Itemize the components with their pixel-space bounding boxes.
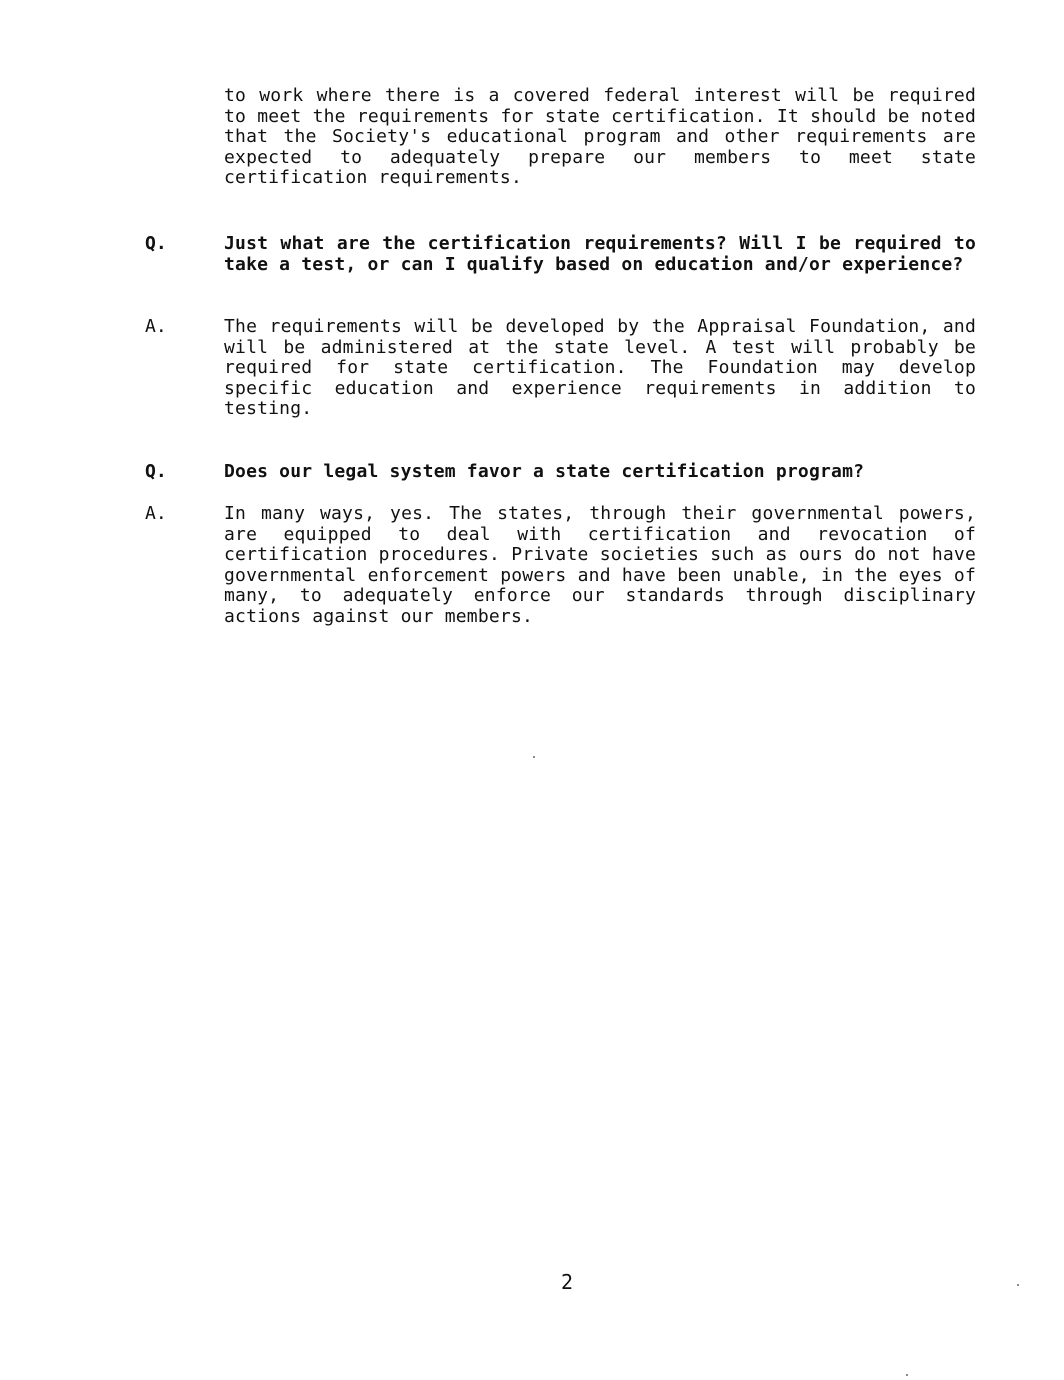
- question-text: Does our legal system favor a state certification program?: [224, 461, 865, 482]
- page-number: 2: [560, 1270, 574, 1294]
- question-marker: Q.: [145, 461, 167, 482]
- scan-speck: [1017, 1284, 1019, 1286]
- intro-paragraph: to work where there is a covered federal interest will be required to meet the requirements for state certification. It should be noted that the Society's educational program and other requirements are expected to adequately prepare our members to meet state certification requirements.: [224, 85, 976, 189]
- answer-text: In many ways, yes. The states, through their governmental powers, are equipped to deal with certification and revocation of certification procedures. Private societies such as ours do not have governmental enforcement powers and have been unable, in the eyes of many, to adequately enforce our standards through disciplinary actions against our members.: [224, 503, 976, 627]
- scan-speck: [906, 1374, 908, 1376]
- question-marker: Q.: [145, 233, 167, 254]
- answer-marker: A.: [145, 316, 167, 337]
- answer-text: The requirements will be developed by the Appraisal Foundation, and will be administered at the state level. A test will probably be required for state certification. The Foundation may develop specific education and experience requirements in addition to testing.: [224, 316, 976, 420]
- question-text: Just what are the certification requirements? Will I be required to take a test, or can I qualify based on education and/or experience?: [224, 233, 976, 275]
- scan-speck: [533, 756, 535, 758]
- answer-marker: A.: [145, 503, 167, 524]
